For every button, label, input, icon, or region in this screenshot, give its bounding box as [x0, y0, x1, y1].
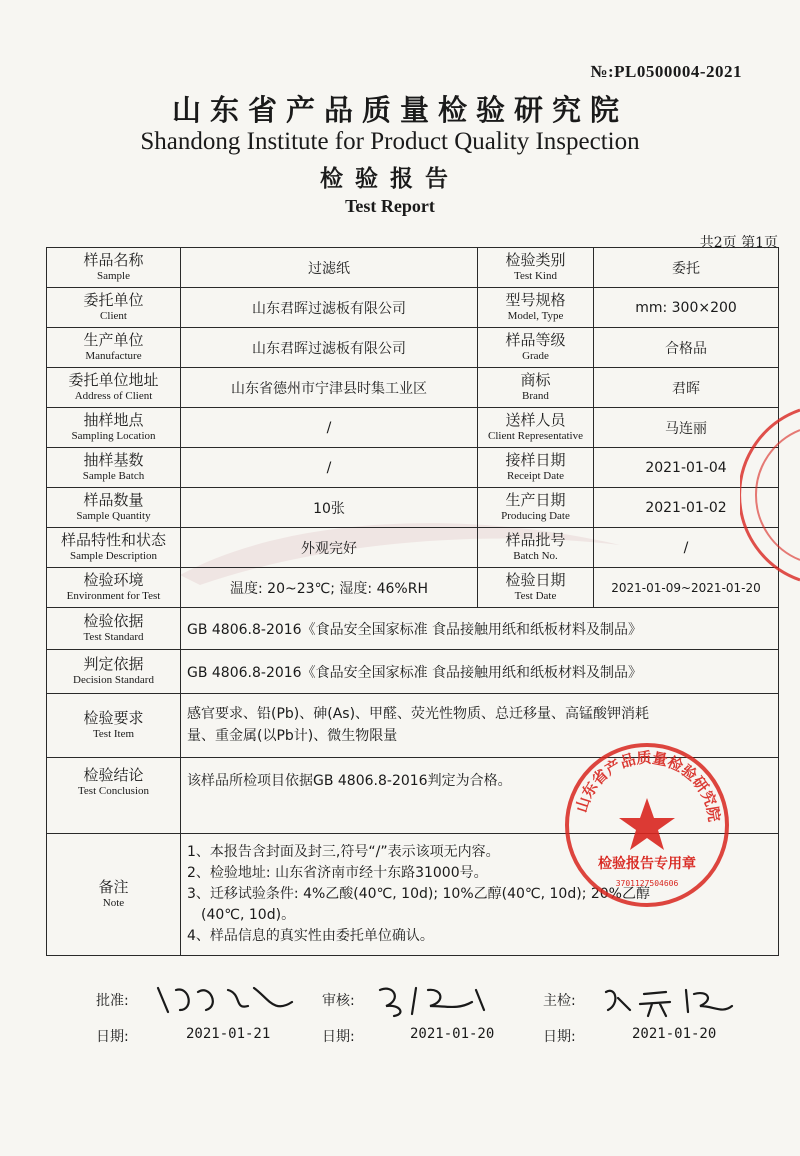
approve-date-label: 日期: [96, 1029, 129, 1045]
table-row [47, 368, 779, 408]
institute-name-cn: 山东省产品质量检验研究院 [171, 93, 628, 127]
page-count: 共2页 第1页 [699, 235, 778, 251]
receipt-date-value: 2021-01-04 [594, 448, 779, 488]
approve-date-value: 2021-01-21 [186, 1026, 271, 1042]
field-label: 样品数量 Sample Quantity [47, 488, 181, 528]
note-line: (40℃, 10d)。 [201, 907, 296, 923]
note-line: 3、迁移试验条件: 4%乙酸(40℃, 10d); 10%乙醇(40℃, 10d); 20%乙醇 [187, 886, 650, 902]
official-seal [562, 740, 732, 910]
field-label: 委托单位地址 Address of Client [47, 368, 181, 408]
environment-value: 温度: 20~23℃; 湿度: 46%RH [181, 568, 478, 608]
test-item-line: 量、重金属(以Pb计)、微生物限量 [187, 727, 398, 744]
client-representative-value: 马连丽 [594, 408, 779, 448]
field-label: 样品特性和状态 Sample Description [47, 528, 181, 568]
approver-label: 批准: [96, 993, 129, 1009]
field-label: 检验依据 Test Standard [47, 608, 181, 650]
field-label: 检验类别 Test Kind [478, 248, 594, 288]
test-kind-value: 委托 [594, 248, 779, 288]
field-label: 样品批号 Batch No. [478, 528, 594, 568]
manufacture-value: 山东君晖过滤板有限公司 [181, 328, 478, 368]
table-row [47, 488, 779, 528]
chief-date-label: 日期: [543, 1029, 576, 1045]
svg-text:检验报告专用章: 检验报告专用章 [598, 856, 696, 872]
partial-seal-edge [740, 400, 800, 590]
sample-name-value: 过滤纸 [181, 248, 478, 288]
sampling-location-value: / [181, 408, 478, 448]
field-label: 样品等级 Grade [478, 328, 594, 368]
field-label: 判定依据 Decision Standard [47, 650, 181, 694]
field-label: 委托单位 Client [47, 288, 181, 328]
field-label: 样品名称 Sample [47, 248, 181, 288]
field-label: 检验结论 Test Conclusion [47, 758, 181, 834]
sample-quantity-value: 10张 [181, 488, 478, 528]
field-label: 接样日期 Receipt Date [478, 448, 594, 488]
field-label: 商标 Brand [478, 368, 594, 408]
table-row [47, 408, 779, 448]
field-label: 生产日期 Producing Date [478, 488, 594, 528]
brand-value: 君晖 [594, 368, 779, 408]
signature-row [0, 980, 800, 1020]
reviewer-signature [372, 980, 502, 1020]
table-row [47, 568, 779, 608]
chief-inspector-label: 主检: [543, 993, 576, 1009]
chief-inspector-signature [596, 980, 746, 1020]
report-title-en: Test Report [345, 196, 435, 216]
field-label: 检验要求 Test Item [47, 694, 181, 758]
sample-description-value: 外观完好 [181, 528, 478, 568]
report-title-cn: 检验报告 [320, 165, 460, 192]
table-row [47, 528, 779, 568]
test-item-line: 感官要求、铅(Pb)、砷(As)、甲醛、荧光性物质、总迁移量、高锰酸钾消耗 [187, 705, 650, 722]
field-label: 检验日期 Test Date [478, 568, 594, 608]
test-date-value: 2021-01-09~2021-01-20 [594, 568, 779, 608]
test-standard-value: GB 4806.8-2016《食品安全国家标准 食品接触用纸和纸板材料及制品》 [181, 608, 779, 650]
model-type-value: mm: 300×200 [594, 288, 779, 328]
field-label: 抽样基数 Sample Batch [47, 448, 181, 488]
client-value: 山东君晖过滤板有限公司 [181, 288, 478, 328]
field-label: 型号规格 Model, Type [478, 288, 594, 328]
table-row [47, 248, 779, 288]
table-row [47, 448, 779, 488]
client-address-value: 山东省德州市宁津县时集工业区 [181, 368, 478, 408]
table-row [47, 288, 779, 328]
note-line: 4、样品信息的真实性由委托单位确认。 [187, 928, 434, 944]
chief-date-value: 2021-01-20 [632, 1026, 717, 1042]
field-label: 生产单位 Manufacture [47, 328, 181, 368]
table-row [47, 608, 779, 650]
institute-name-en: Shandong Institute for Product Quality Inspection [140, 128, 640, 155]
note-line: 2、检验地址: 山东省济南市经十东路31000号。 [187, 865, 488, 881]
decision-standard-value: GB 4806.8-2016《食品安全国家标准 食品接触用纸和纸板材料及制品》 [181, 650, 779, 694]
producing-date-value: 2021-01-02 [594, 488, 779, 528]
reviewer-label: 审核: [322, 993, 355, 1009]
note-line: 1、本报告含封面及封三,符号“/”表示该项无内容。 [187, 844, 500, 860]
batch-no-value: / [594, 528, 779, 568]
field-label: 备注 Note [47, 834, 181, 956]
field-label: 抽样地点 Sampling Location [47, 408, 181, 448]
svg-text:3701127504606: 3701127504606 [615, 879, 679, 888]
review-date-label: 日期: [322, 1029, 355, 1045]
svg-text:山东省产品质量检验研究院: 山东省产品质量检验研究院 [572, 748, 724, 823]
review-date-value: 2021-01-20 [410, 1026, 495, 1042]
approver-signature [150, 980, 310, 1020]
table-row [47, 650, 779, 694]
report-number: №:PL0500004-2021 [590, 62, 742, 81]
field-label: 送样人员 Client Representative [478, 408, 594, 448]
field-label: 检验环境 Environment for Test [47, 568, 181, 608]
sample-batch-value: / [181, 448, 478, 488]
grade-value: 合格品 [594, 328, 779, 368]
table-row [47, 328, 779, 368]
conclusion-value: 该样品所检项目依据GB 4806.8-2016判定为合格。 [181, 758, 779, 834]
